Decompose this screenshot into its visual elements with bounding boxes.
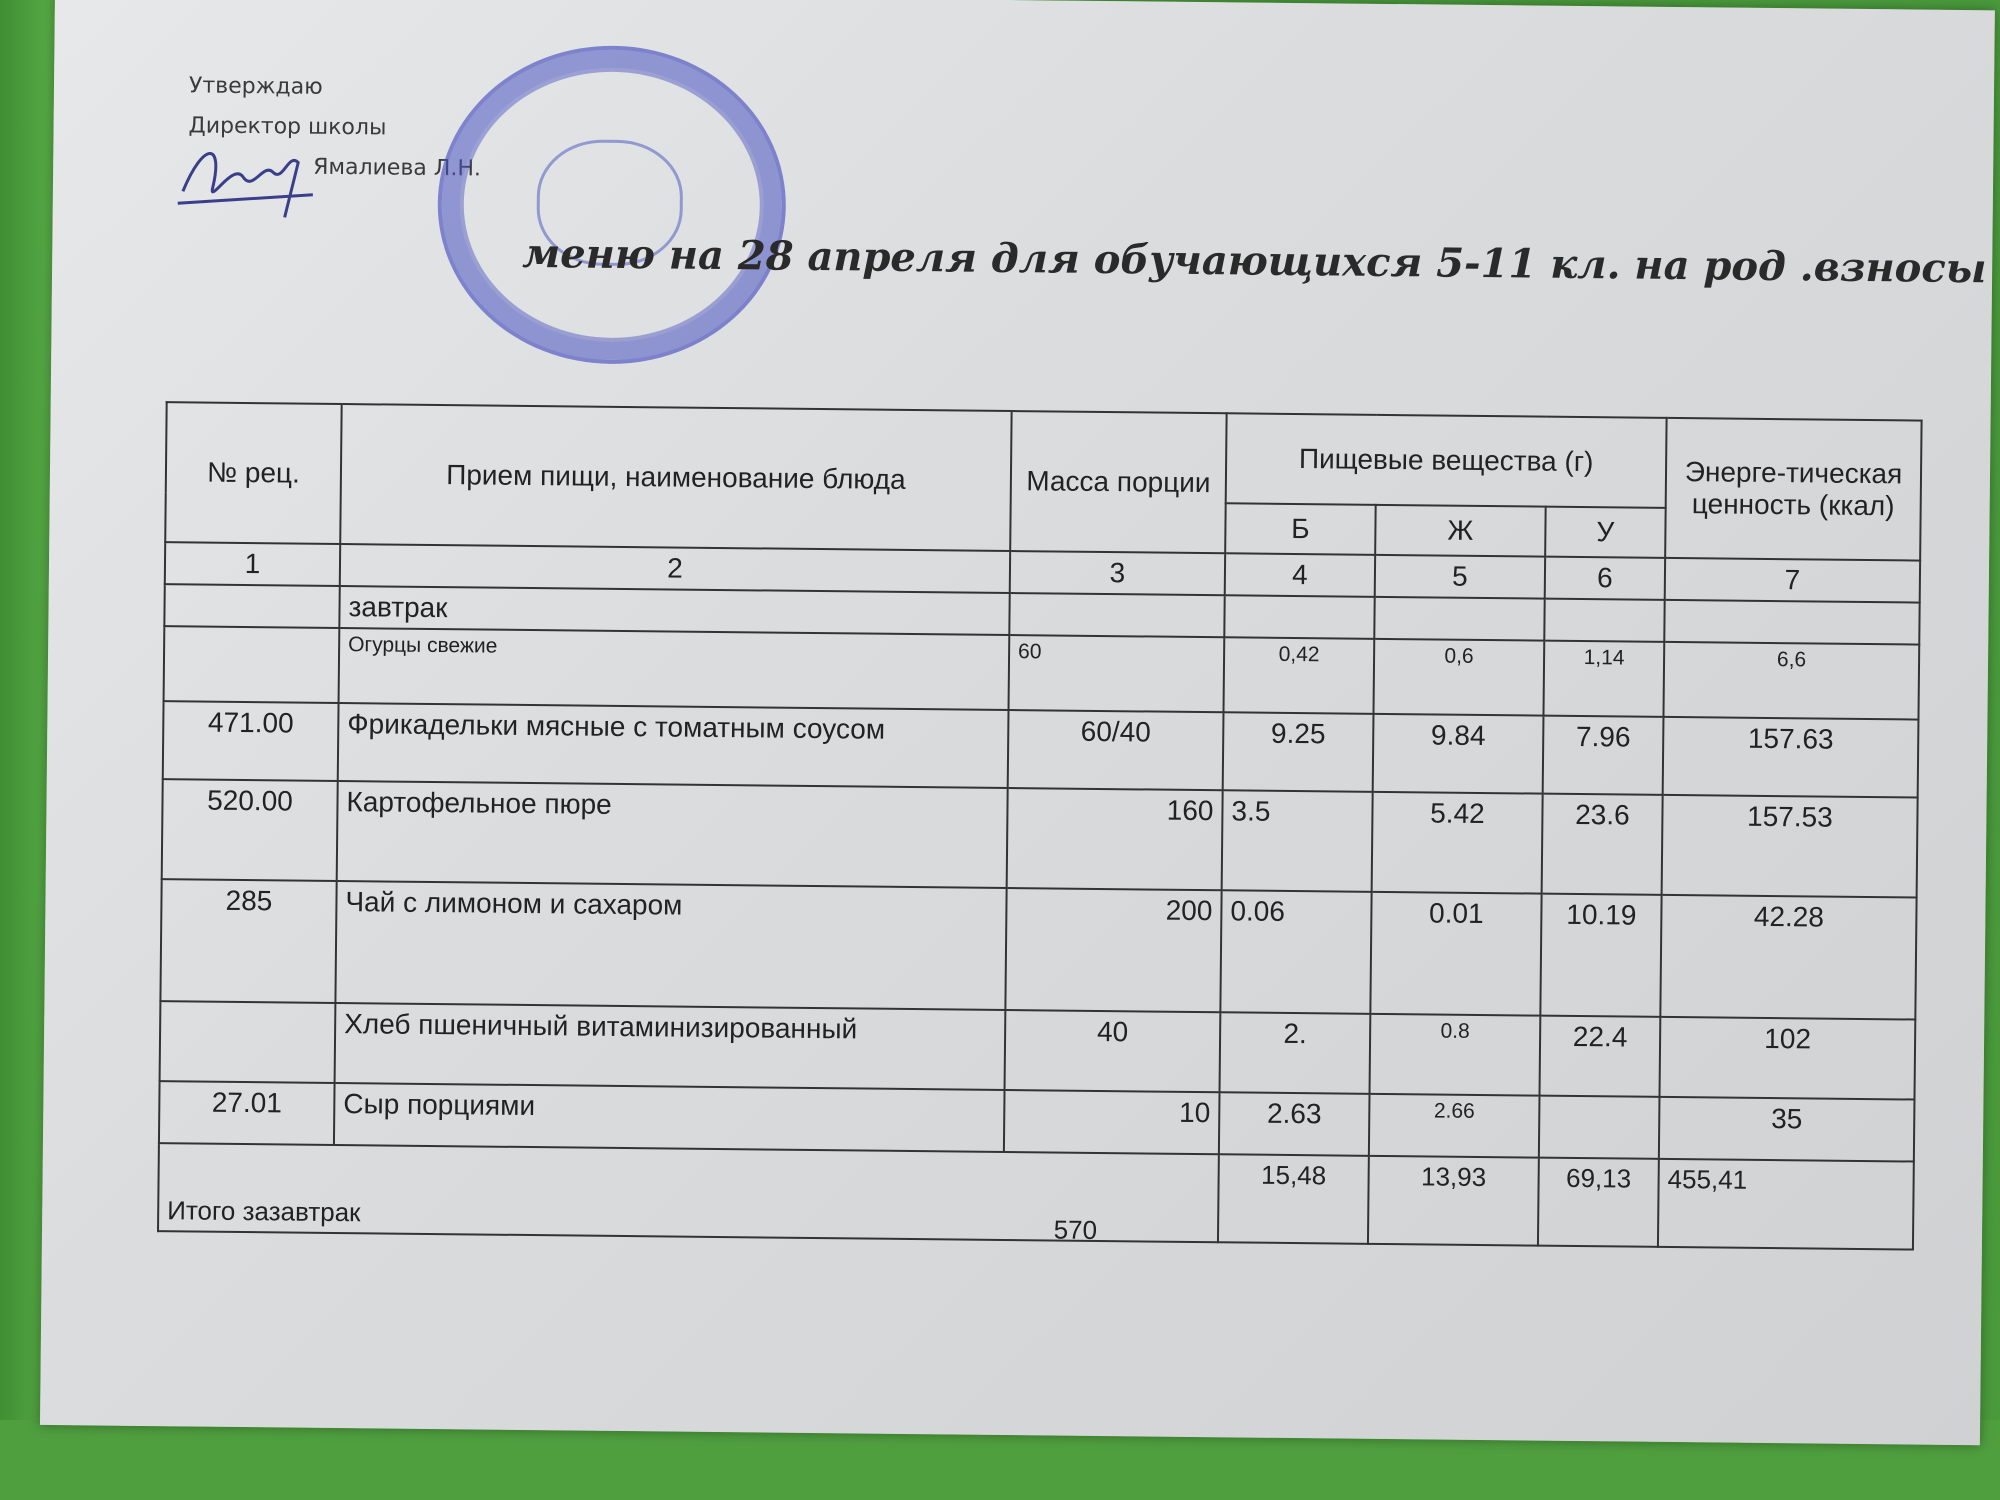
header-rec: № рец. [165, 402, 341, 544]
b-cell: 9.25 [1223, 712, 1374, 792]
index-cell: 6 [1545, 557, 1665, 600]
header-nutrients: Пищевые вещества (г) [1226, 413, 1667, 508]
zh-cell: 0.8 [1370, 1014, 1541, 1096]
mass-cell: 200 [1005, 888, 1221, 1012]
header-dish: Прием пищи, наименование блюда [340, 404, 1011, 551]
zh-cell: 0,6 [1373, 639, 1544, 716]
rec-cell [164, 626, 340, 703]
mass-cell: 60/40 [1008, 710, 1224, 790]
total-kcal: 455,41 [1658, 1159, 1914, 1250]
rec-cell: 520.00 [162, 779, 338, 881]
u-cell [1539, 1096, 1660, 1159]
total-label: Итого зазавтрак [167, 1195, 361, 1228]
school-seal [436, 44, 787, 366]
total-label-cell [158, 1143, 1219, 1245]
mass-cell: 40 [1005, 1010, 1221, 1092]
header-mass: Масса порции [1010, 411, 1226, 553]
zh-cell: 5.42 [1372, 792, 1543, 894]
dish-cell: Сыр порциями [334, 1083, 1005, 1152]
header-b: Б [1225, 503, 1376, 555]
header-energy: Энерге-тическая ценность (ккал) [1665, 418, 1921, 561]
total-b: 15,48 [1218, 1154, 1369, 1244]
kcal-cell: 42.28 [1660, 895, 1916, 1020]
kcal-cell: 6,6 [1663, 642, 1919, 720]
rec-cell: 27.01 [159, 1081, 335, 1145]
index-cell: 7 [1665, 558, 1920, 603]
u-cell: 10.19 [1540, 894, 1661, 1017]
u-cell: 7.96 [1543, 716, 1664, 795]
index-cell: 2 [340, 544, 1010, 593]
table-row [162, 779, 1918, 897]
index-cell: 4 [1225, 553, 1375, 597]
total-u: 69,13 [1538, 1158, 1659, 1247]
dish-cell: Картофельное пюре [337, 781, 1008, 888]
b-cell: 3.5 [1222, 790, 1373, 892]
document-sheet [40, 0, 1995, 1445]
rec-cell [160, 1001, 336, 1083]
dish-cell: Фрикадельки мясные с томатным соусом [338, 703, 1009, 788]
table-row [160, 879, 1916, 1019]
kcal-cell: 102 [1660, 1017, 1916, 1100]
b-cell: 2. [1220, 1012, 1371, 1094]
u-cell: 23.6 [1542, 794, 1663, 895]
b-cell: 2.63 [1219, 1092, 1370, 1156]
mass-cell: 160 [1007, 788, 1223, 890]
rec-cell: 285 [160, 879, 336, 1003]
dish-cell: Хлеб пшеничный витаминизированный [335, 1003, 1006, 1090]
header-u: У [1545, 507, 1666, 558]
section-label: завтрак [339, 586, 1009, 635]
index-cell: 3 [1010, 551, 1225, 595]
mass-cell: 10 [1004, 1090, 1220, 1154]
total-mass: 570 [1053, 1214, 1098, 1245]
page-title: меню на 28 апреля для обучающихся 5-11 кл. на род .взносы [522, 229, 1987, 293]
director-name: Ямалиева Л.Н. [313, 154, 482, 182]
kcal-cell: 157.63 [1663, 717, 1919, 798]
index-cell: 5 [1375, 555, 1545, 599]
b-cell: 0.06 [1220, 890, 1371, 1014]
approval-line-1: Утверждаю [188, 73, 323, 100]
total-zh: 13,93 [1368, 1156, 1539, 1246]
total-row [158, 1143, 1914, 1249]
menu-table [157, 401, 1923, 1250]
approval-line-2: Директор школы [188, 113, 387, 141]
dish-cell: Огурцы свежие [339, 628, 1010, 710]
zh-cell: 9.84 [1373, 714, 1544, 794]
u-cell: 1,14 [1543, 641, 1664, 717]
kcal-cell: 35 [1659, 1097, 1915, 1162]
dish-cell: Чай с лимоном и сахаром [335, 881, 1006, 1010]
zh-cell: 2.66 [1369, 1094, 1540, 1158]
mass-cell: 60 [1009, 635, 1225, 712]
signature [173, 131, 324, 223]
header-zh: Ж [1375, 505, 1546, 557]
b-cell: 0,42 [1224, 637, 1375, 714]
kcal-cell: 157.53 [1662, 795, 1918, 898]
u-cell: 22.4 [1540, 1016, 1661, 1097]
zh-cell: 0.01 [1370, 892, 1541, 1016]
index-cell: 1 [165, 542, 340, 586]
rec-cell: 471.00 [163, 701, 339, 781]
